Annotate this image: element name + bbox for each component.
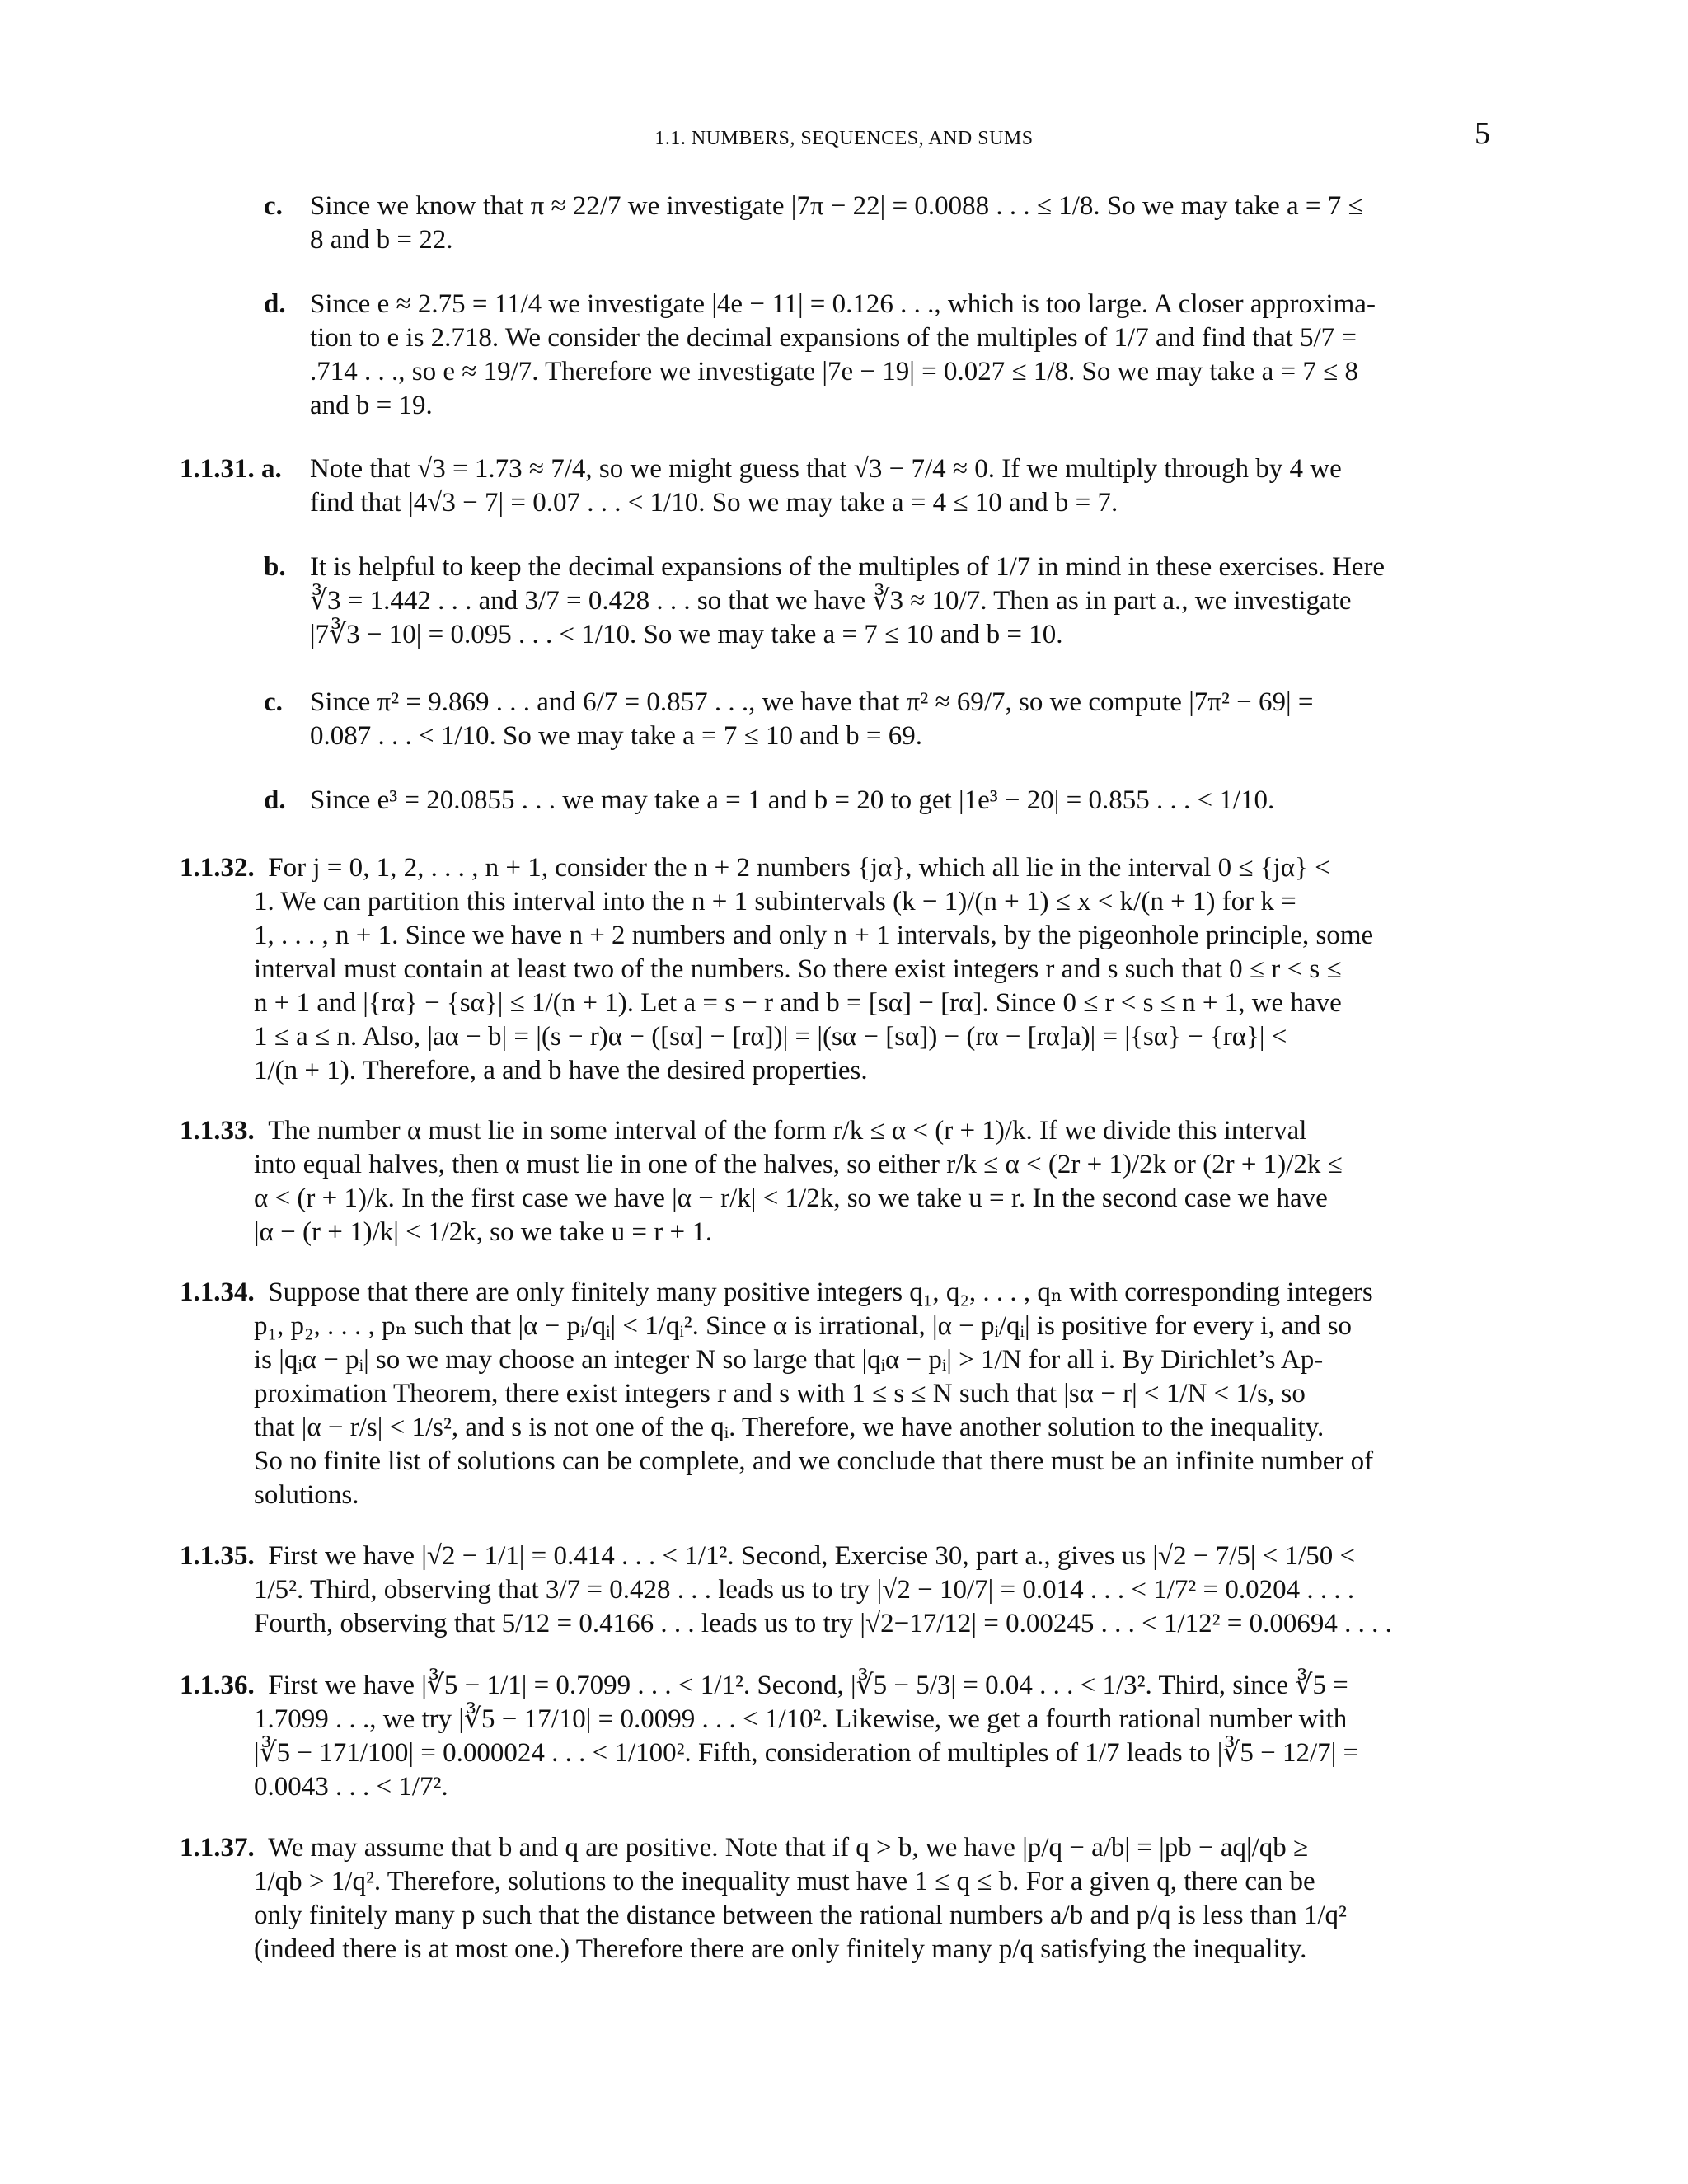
paragraph-body	[254, 1865, 1484, 1966]
text-line: Since π² = 9.869 . . . and 6/7 = 0.857 . . ., we have that π² ≈ 69/7, so we compute |7π² − 69| =	[310, 687, 1314, 717]
part-label-c: c.	[264, 191, 283, 221]
part-label-c: c.	[264, 687, 283, 717]
text-line: 1.7099 . . ., we try |∛5 − 17/10| = 0.0099 . . . < 1/10². Likewise, we get a fourth rational number with	[254, 1704, 1348, 1734]
paragraph-body	[254, 885, 1484, 1088]
paragraph-body	[254, 1310, 1484, 1512]
exercise-label-1-1-33: 1.1.33.	[180, 1116, 255, 1146]
paragraph-body	[254, 1573, 1484, 1641]
solution-1-1-31-a	[310, 452, 1484, 520]
text-line: First we have |√2 − 1/1| = 0.414 . . . < 1/1². Second, Exercise 30, part a., gives us |√2 − 7/5| < 1/50 <	[268, 1541, 1356, 1571]
solution-1-1-32	[180, 851, 1484, 1088]
exercise-label-1-1-35: 1.1.35.	[180, 1541, 255, 1571]
text-line: 1/5². Third, observing that 3/7 = 0.428 . . . leads us to try |√2 − 10/7| = 0.014 . . . < 1/7² = 0.0204 . . . .	[254, 1575, 1355, 1605]
text-line: proximation Theorem, there exist integers r and s with 1 ≤ s ≤ N such that |sα − r| < 1/N < 1/s, so	[254, 1379, 1306, 1408]
text-line: We may assume that b and q are positive. Note that if q > b, we have |p/q − a/b| = |pb − aq|/qb ≥	[268, 1833, 1309, 1863]
page-number: 5	[1475, 116, 1490, 151]
text-line: 0.0043 . . . < 1/7².	[254, 1772, 448, 1802]
text-line-first	[180, 1831, 1484, 1865]
text-line-first	[180, 1276, 1484, 1310]
text-line: 1 ≤ a ≤ n. Also, |aα − b| = |(s − r)α − ([sα] − [rα])| = |(sα − [sα]) − (rα − [rα]a)| = |{sα} − {rα}| <	[254, 1022, 1287, 1052]
solution-1-1-30-c	[310, 190, 1484, 257]
text-line: |7∛3 − 10| = 0.095 . . . < 1/10. So we may take a = 7 ≤ 10 and b = 10.	[310, 620, 1063, 649]
text-line: Fourth, observing that 5/12 = 0.4166 . . . leads us to try |√2−17/12| = 0.00245 . . . < 1/12² = 0.00694 . . . .	[254, 1609, 1392, 1638]
exercise-label-1-1-31: 1.1.31. a.	[180, 454, 282, 484]
part-label-b: b.	[264, 552, 286, 582]
text-line: is |qᵢα − pᵢ| so we may choose an integer N so large that |qᵢα − pᵢ| > 1/N for all i. By Dirichlet’s Ap-	[254, 1345, 1324, 1375]
solution-1-1-33	[180, 1114, 1484, 1249]
text-line: interval must contain at least two of the numbers. So there exist integers r and s such that 0 ≤ r < s ≤	[254, 954, 1342, 984]
text-line: ∛3 = 1.442 . . . and 3/7 = 0.428 . . . so that we have ∛3 ≈ 10/7. Then as in part a., we investigate	[310, 586, 1352, 616]
text-line: tion to e is 2.718. We consider the decimal expansions of the multiples of 1/7 and find that 5/7 =	[310, 323, 1357, 353]
text-line: Since e³ = 20.0855 . . . we may take a = 1 and b = 20 to get |1e³ − 20| = 0.855 . . . < 1/10.	[310, 785, 1275, 815]
text-line: Note that √3 = 1.73 ≈ 7/4, so we might guess that √3 − 7/4 ≈ 0. If we multiply through by 4 we	[310, 454, 1342, 484]
text-line: that |α − r/s| < 1/s², and s is not one of the qᵢ. Therefore, we have another solution to the inequality.	[254, 1413, 1325, 1442]
exercise-label-1-1-32: 1.1.32.	[180, 853, 255, 883]
text-line: |α − (r + 1)/k| < 1/2k, so we take u = r + 1.	[254, 1217, 713, 1247]
text-line: 1/qb > 1/q². Therefore, solutions to the inequality must have 1 ≤ q ≤ b. For a given q, there can be	[254, 1867, 1315, 1896]
text-line: 1/(n + 1). Therefore, a and b have the desired properties.	[254, 1056, 868, 1085]
text-line: 1, . . . , n + 1. Since we have n + 2 numbers and only n + 1 intervals, by the pigeonhole principle, some	[254, 921, 1374, 950]
text-line: into equal halves, then α must lie in one of the halves, so either r/k ≤ α < (2r + 1)/2k or (2r + 1)/2k ≤	[254, 1150, 1343, 1179]
text-line: Since e ≈ 2.75 = 11/4 we investigate |4e − 11| = 0.126 . . ., which is too large. A closer approxima-	[310, 289, 1376, 319]
text-line-first	[180, 1114, 1484, 1148]
part-label-d: d.	[264, 785, 286, 815]
text-line: Since we know that π ≈ 22/7 we investigate |7π − 22| = 0.0088 . . . ≤ 1/8. So we may take a = 7 ≤	[310, 191, 1363, 221]
solution-1-1-30-d	[310, 288, 1484, 423]
text-line: 0.087 . . . < 1/10. So we may take a = 7 ≤ 10 and b = 69.	[310, 721, 923, 751]
text-line: 1. We can partition this interval into the n + 1 subintervals (k − 1)/(n + 1) ≤ x < k/(n + 1) for k =	[254, 887, 1296, 916]
solution-1-1-31-b	[310, 551, 1484, 652]
paragraph-body	[254, 1703, 1484, 1804]
exercise-label-1-1-36: 1.1.36.	[180, 1671, 255, 1700]
text-line-first	[180, 851, 1484, 885]
text-line: For j = 0, 1, 2, . . . , n + 1, consider the n + 2 numbers {jα}, which all lie in the interval 0 ≤ {jα} <	[268, 853, 1330, 883]
paragraph-body	[254, 1148, 1484, 1249]
running-header: 1.1. NUMBERS, SEQUENCES, AND SUMS	[654, 128, 1034, 149]
solution-1-1-34	[180, 1276, 1484, 1512]
solution-1-1-35	[180, 1540, 1484, 1641]
text-line: n + 1 and |{rα} − {sα}| ≤ 1/(n + 1). Let a = s − r and b = [sα] − [rα]. Since 0 ≤ r < s ≤ n + 1, we have	[254, 988, 1342, 1018]
text-line-first	[180, 1669, 1484, 1703]
text-line: find that |4√3 − 7| = 0.07 . . . < 1/10. So we may take a = 4 ≤ 10 and b = 7.	[310, 488, 1118, 518]
text-line: and b = 19.	[310, 391, 433, 420]
solution-1-1-36	[180, 1669, 1484, 1804]
text-line: First we have |∛5 − 1/1| = 0.7099 . . . < 1/1². Second, |∛5 − 5/3| = 0.04 . . . < 1/3². Third, since ∛5 =	[268, 1671, 1348, 1700]
text-line: (indeed there is at most one.) Therefore there are only finitely many p/q satisfying the inequality.	[254, 1934, 1307, 1964]
solution-1-1-37	[180, 1831, 1484, 1966]
exercise-label-1-1-34: 1.1.34.	[180, 1277, 255, 1307]
exercise-label-1-1-37: 1.1.37.	[180, 1833, 255, 1863]
text-line: p₁, p₂, . . . , pₙ such that |α − pᵢ/qᵢ| < 1/qᵢ². Since α is irrational, |α − pᵢ/qᵢ| is positive for every i, and so	[254, 1311, 1352, 1341]
text-line: It is helpful to keep the decimal expansions of the multiples of 1/7 in mind in these exercises. Here	[310, 552, 1386, 582]
part-label-d: d.	[264, 289, 286, 319]
text-line: |∛5 − 171/100| = 0.000024 . . . < 1/100². Fifth, consideration of multiples of 1/7 leads to |∛5 − 12/7| =	[254, 1738, 1359, 1768]
text-line: α < (r + 1)/k. In the first case we have |α − r/k| < 1/2k, so we take u = r. In the second case we have	[254, 1183, 1328, 1213]
text-line-first	[180, 1540, 1484, 1573]
text-line: Suppose that there are only finitely many positive integers q₁, q₂, . . . , qₙ with corresponding integers	[268, 1277, 1373, 1307]
solution-1-1-31-d	[310, 784, 1484, 818]
text-line: 8 and b = 22.	[310, 225, 453, 255]
text-line: The number α must lie in some interval of the form r/k ≤ α < (r + 1)/k. If we divide this interval	[268, 1116, 1307, 1146]
text-line: So no finite list of solutions can be complete, and we conclude that there must be an infinite number of	[254, 1446, 1374, 1476]
solution-1-1-31-c	[310, 686, 1484, 753]
text-line: .714 . . ., so e ≈ 19/7. Therefore we investigate |7e − 19| = 0.027 ≤ 1/8. So we may take a = 7 ≤ 8	[310, 357, 1359, 387]
text-line: only finitely many p such that the distance between the rational numbers a/b and p/q is less than 1/q²	[254, 1900, 1347, 1930]
text-line: solutions.	[254, 1480, 359, 1510]
